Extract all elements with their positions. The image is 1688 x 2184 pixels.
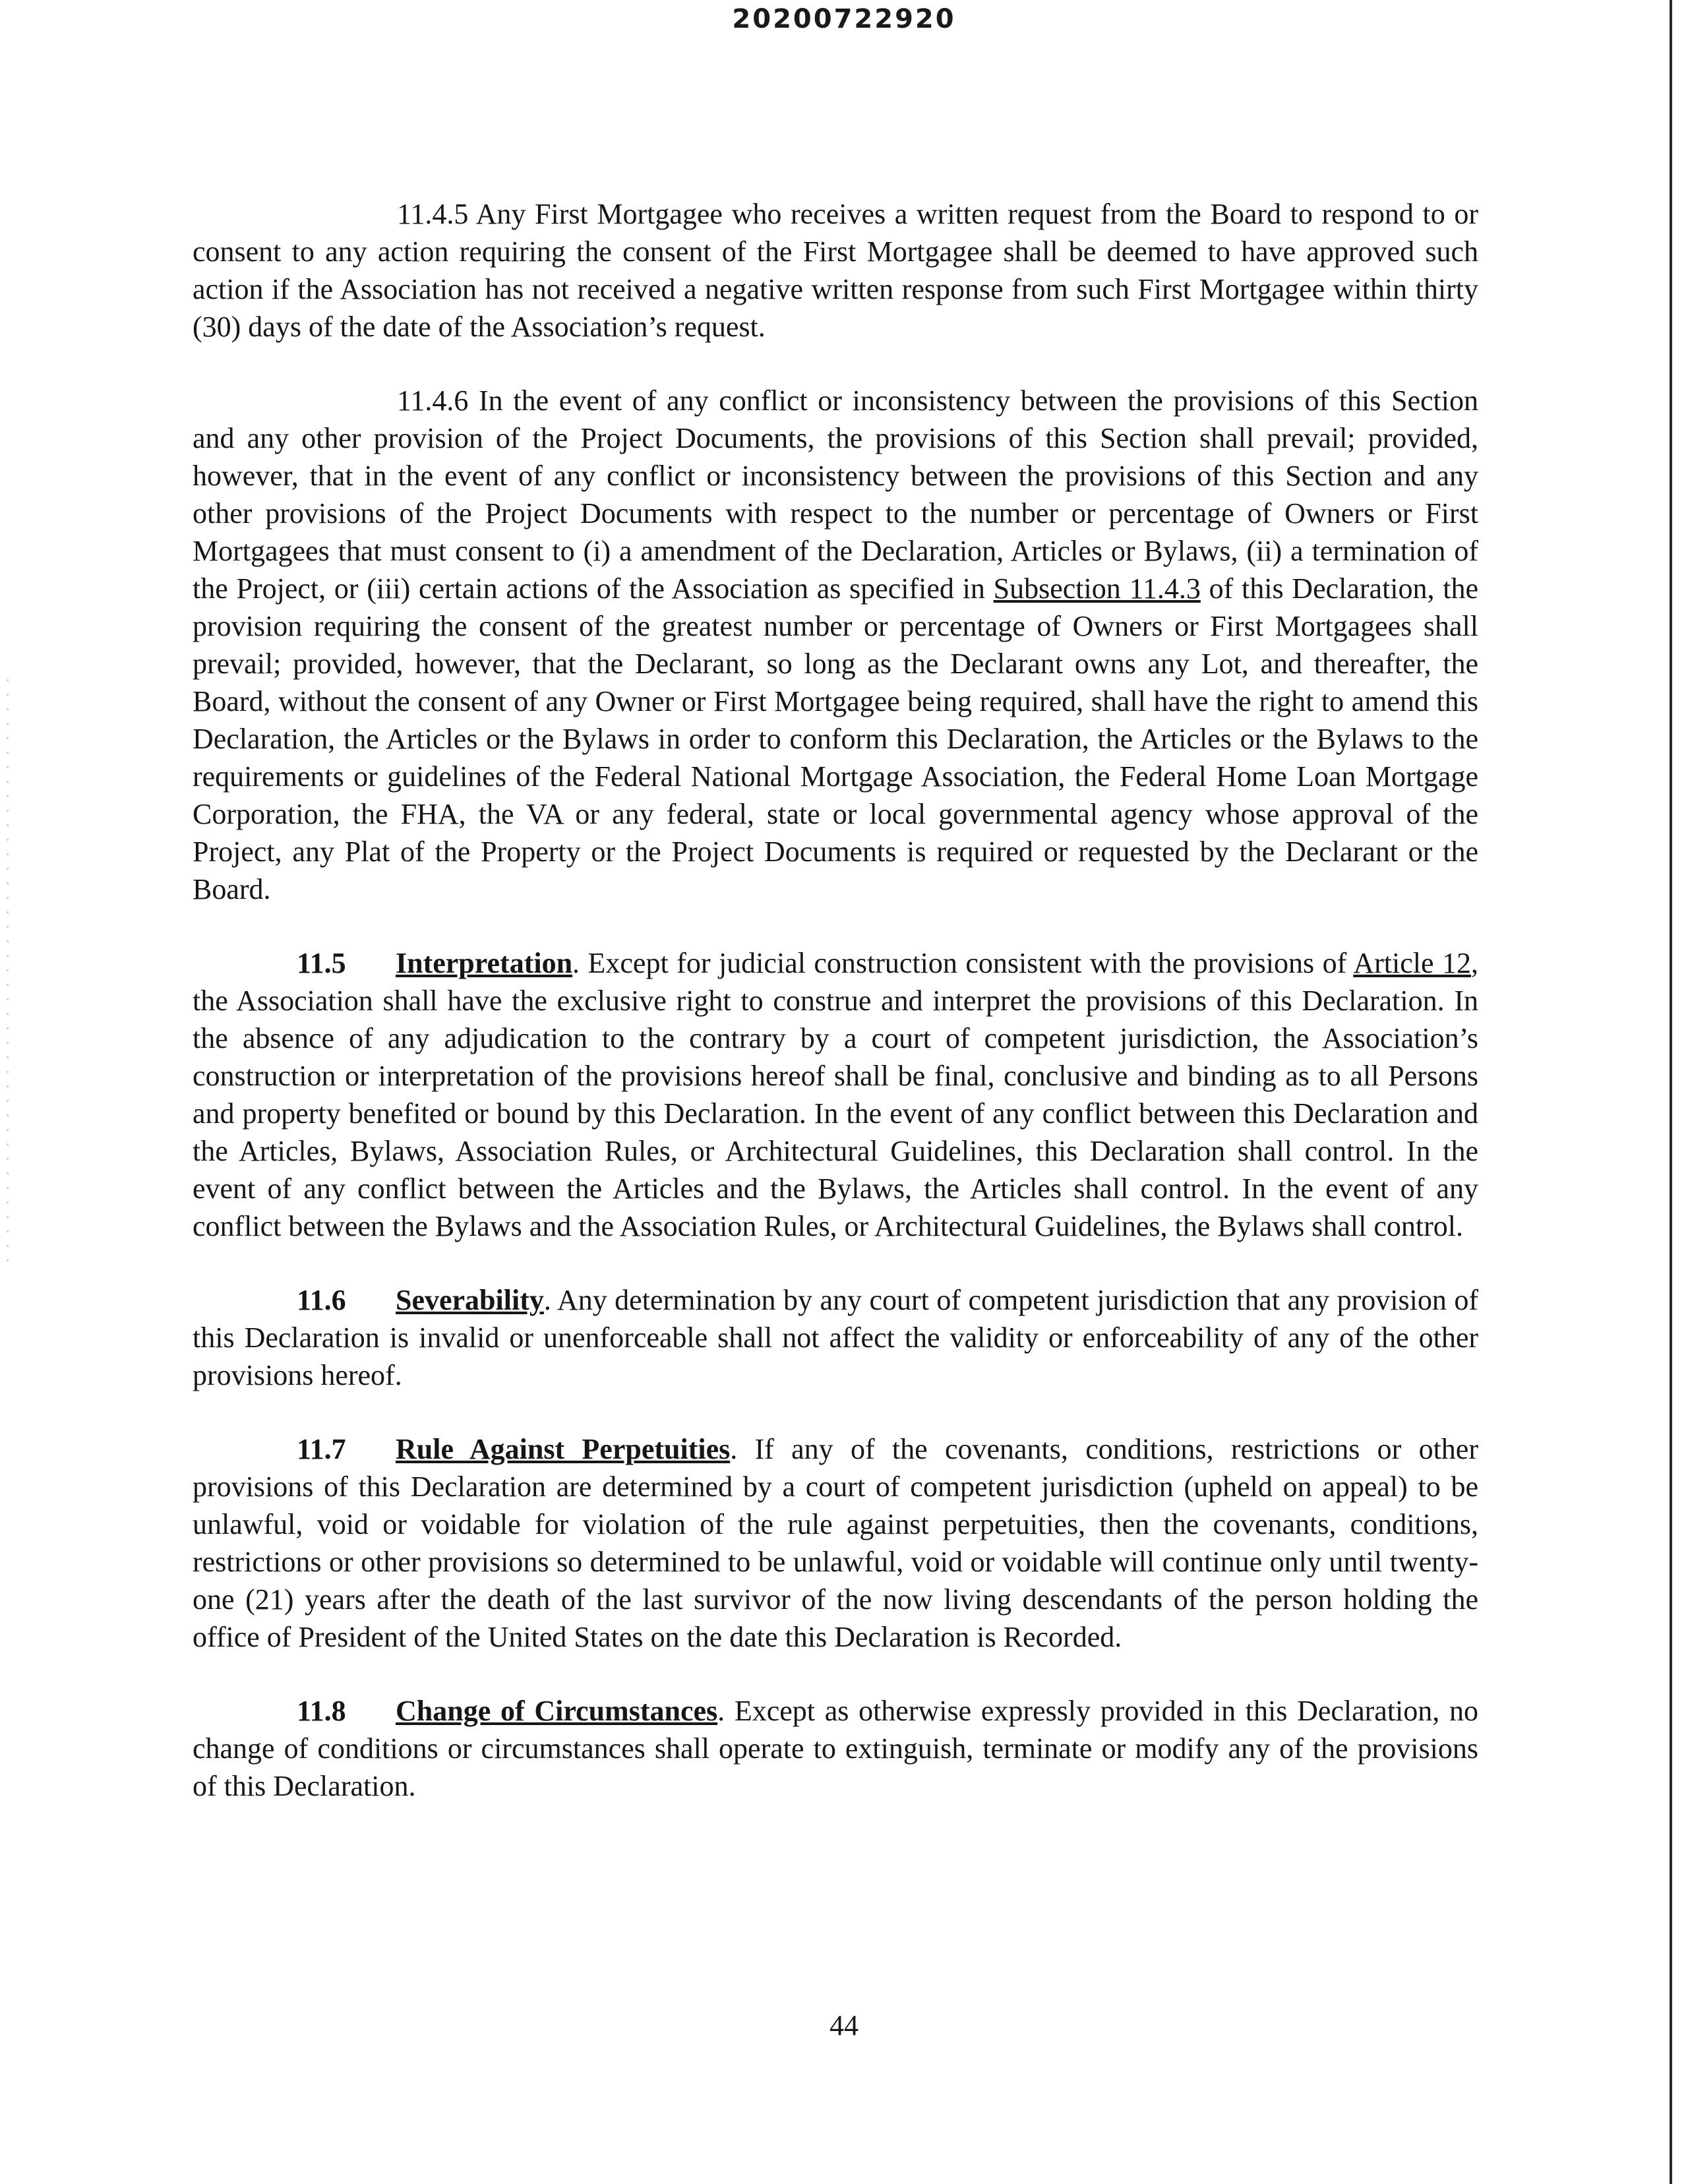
section-text: , the Association shall have the exclusive right to construe and interpret the provisions of this Declaration. In the absence of any adjudication to the contrary by a court of competent jurisdiction, the Association’s construction or interpretation of the provisions hereof shall be final, conclusive and binding as to all Persons and property benefited or bound by this Declaration. In the event of any conflict between this Declaration and the Articles, Bylaws, Association Rules, or Architectural Guidelines, this Declaration shall control. In the event of any conflict between the Articles and the Bylaws, the Articles shall control. In the event of any conflict between the Bylaws and the Association Rules, or Architectural Guidelines, the Bylaws shall control.	[193, 947, 1478, 1242]
section-11-5	[193, 944, 1478, 1245]
paragraph-text: 11.4.5 Any First Mortgagee who receives a written request from the Board to respond to or consent to any action requiring the consent of the First Mortgagee shall be deemed to have approved such action if the Association has not received a negative written response from such First Mortgagee within thirty (30) days of the date of the Association’s request.	[193, 198, 1478, 343]
section-text: . Any determination by any court of competent jurisdiction that any provision of this Declaration is invalid or unenforceable shall not affect the validity or enforceability of any of the other provisions hereof.	[193, 1284, 1478, 1391]
paragraph-11-4-5	[193, 195, 1478, 346]
section-text: . Except for judicial construction consistent with the provisions of	[572, 947, 1354, 979]
section-text: . If any of the covenants, conditions, restrictions or other provisions of this Declaration are determined by a court of competent jurisdiction (upheld on appeal) to be unlawful, void or voidable for violation of the rule against perpetuities, then the covenants, conditions, restrictions or other provisions so determined to be unlawful, void or voidable will continue only until twenty-one (21) years after the death of the last survivor of the now living descendants of the person holding the office of President of the United States on the date this Declaration is Recorded.	[193, 1433, 1478, 1653]
section-text: . Except as otherwise expressly provided in this Declaration, no change of conditions or circumstances shall operate to extinguish, terminate or modify any of the provisions of this Declaration.	[193, 1695, 1478, 1802]
section-11-7	[193, 1430, 1478, 1656]
section-number: 11.7	[297, 1433, 346, 1465]
section-number: 11.6	[297, 1284, 346, 1316]
section-title: Change of Circumstances	[396, 1695, 718, 1727]
section-number: 11.5	[297, 947, 346, 979]
section-title: Rule Against Perpetuities	[396, 1433, 731, 1465]
section-title: Severability	[396, 1284, 544, 1316]
article-12-link[interactable]: Article 12	[1353, 947, 1471, 979]
scan-edge-line	[1670, 0, 1672, 2184]
section-11-8	[193, 1692, 1478, 1805]
paragraph-text: 11.4.6 In the event of any conflict or inconsistency between the provisions of this Section and any other provision of the Project Documents, the provisions of this Section shall prevail; provided, however, that in the event of any conflict or inconsistency between the provisions of this Section and any other provisions of the Project Documents with respect to the number or percentage of Owners or First Mortgagees that must consent to (i) a amendment of the Declaration, Articles or Bylaws, (ii) a termination of the Project, or (iii) certain actions of the Association as specified in	[193, 384, 1478, 605]
scan-margin-specks	[7, 679, 9, 1273]
paragraph-text: of this Declaration, the provision requiring the consent of the greatest number or percentage of Owners or First Mortgagees shall prevail; provided, however, that the Declarant, so long as the Declarant owns any Lot, and thereafter, the Board, without the consent of any Owner or First Mortgagee being required, shall have the right to amend this Declaration, the Articles or the Bylaws in order to conform this Declaration, the Articles or the Bylaws to the requirements or guidelines of the Federal National Mortgage Association, the Federal Home Loan Mortgage Corporation, the FHA, the VA or any federal, state or local governmental agency whose approval of the Project, any Plat of the Property or the Project Documents is required or requested by the Declarant or the Board.	[193, 572, 1479, 905]
section-number: 11.8	[297, 1695, 346, 1727]
subsection-11-4-3-link[interactable]: Subsection 11.4.3	[993, 572, 1201, 605]
recording-number: 20200722920	[732, 4, 956, 34]
document-body	[193, 195, 1478, 1841]
paragraph-11-4-6	[193, 382, 1478, 908]
page-number: 44	[829, 2009, 859, 2042]
section-title: Interpretation	[396, 947, 573, 979]
section-11-6	[193, 1281, 1478, 1394]
